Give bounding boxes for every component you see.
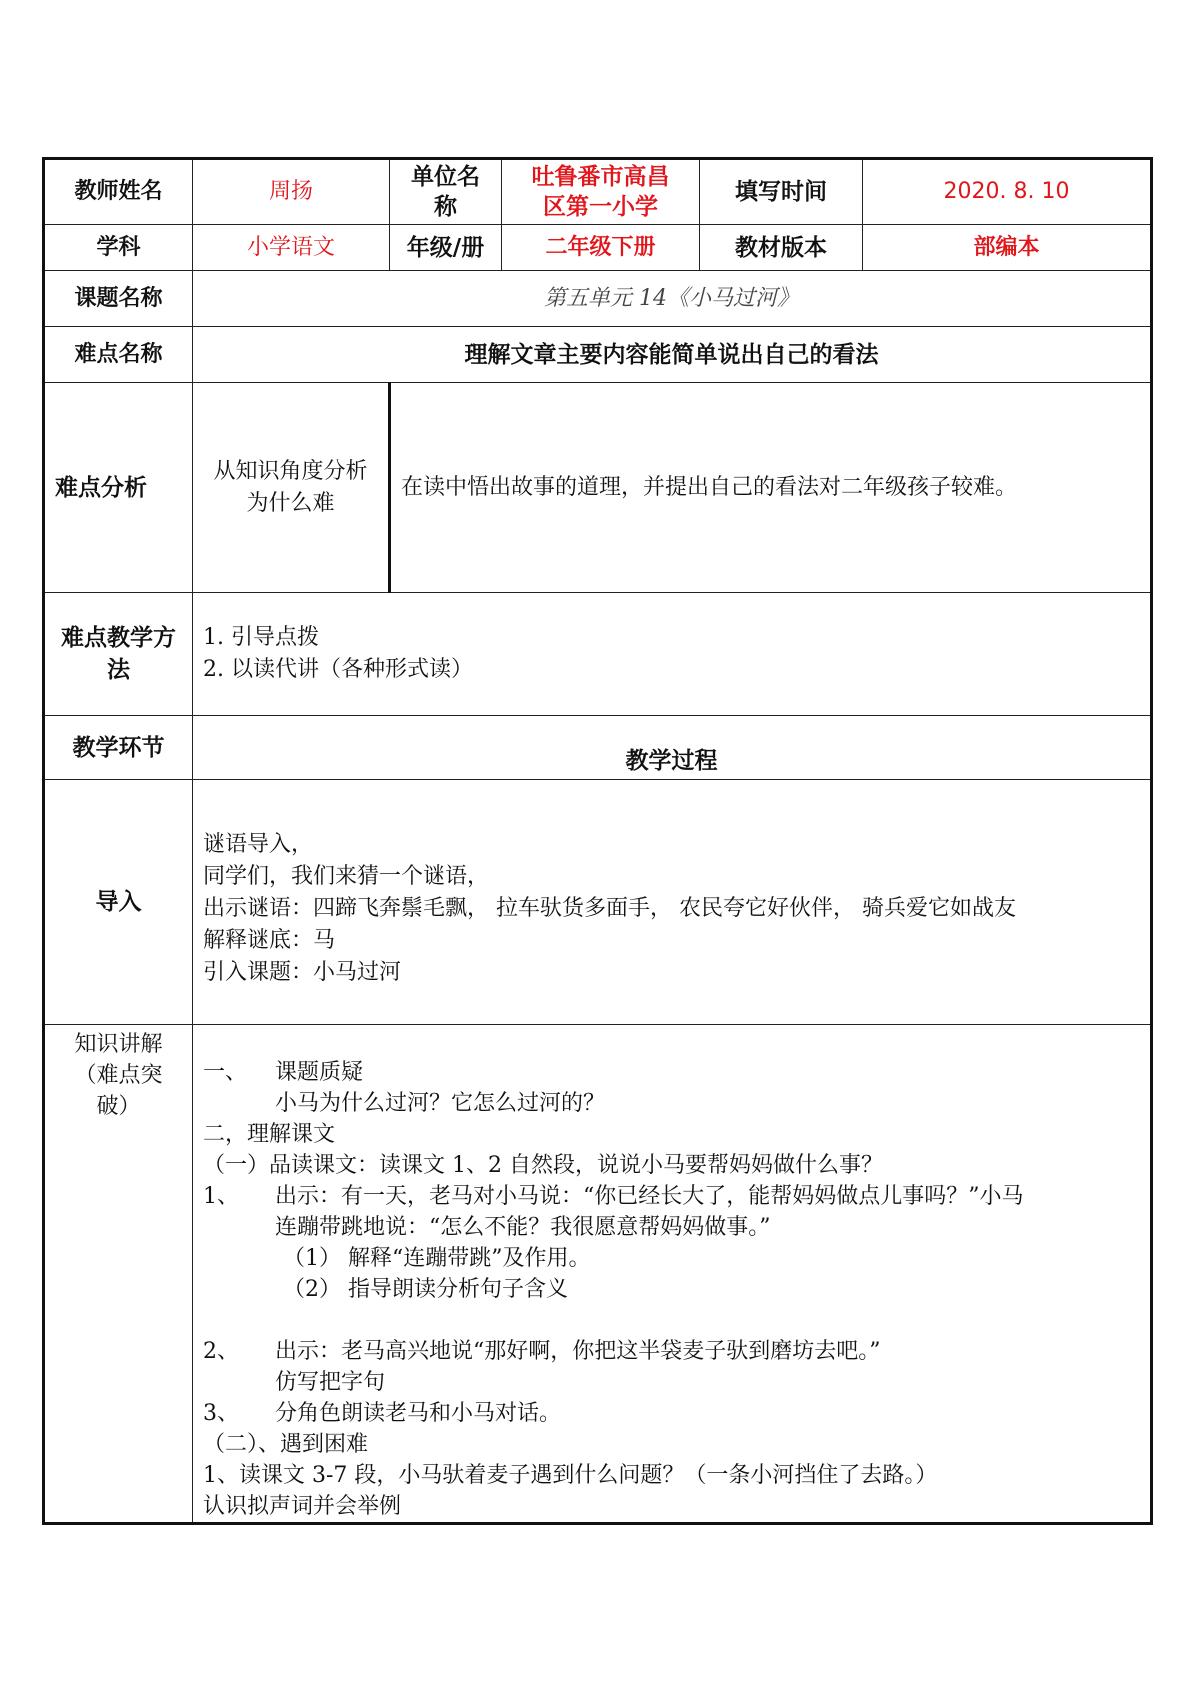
intro-line: 引入课题：小马过河 [203,960,402,985]
analysis-row [44,383,1152,593]
unit-label: 单位名称 [390,159,502,225]
knowledge-row [44,1025,1152,1524]
knowledge-line: 小马为什么过河？它怎么过河的？ [275,1091,606,1116]
analysis-content: 在读中悟出故事的道理，并提出自己的看法对二年级孩子较难。 [390,383,1152,593]
methods-label: 难点教学方法 [44,593,193,716]
intro-line: 同学们，我们来猜一个谜语， [203,864,490,889]
header-row-2 [44,225,1152,271]
intro-label: 导入 [44,780,193,1025]
list-number: 1、 [203,1184,239,1209]
analysis-sub-label: 从知识角度分析为什么难 [193,383,390,593]
unit-value: 吐鲁番市高昌区第一小学 [502,159,700,225]
knowledge-line: 连蹦带跳地说：“怎么不能？我很愿意帮妈妈做事。” [275,1215,771,1240]
grade-value: 二年级下册 [502,225,700,271]
subject-label: 学科 [44,225,193,271]
method-item: 1. 引导点拨 [203,625,319,650]
intro-line: 出示谜语：四蹄飞奔鬃毛飘， 拉车驮货多面手， 农民夸它好伙伴， 骑兵爱它如战友 [203,896,1016,921]
list-number: 2、 [203,1339,239,1364]
edition-value: 部编本 [863,225,1152,271]
knowledge-line: （2） 指导朗读分析句子含义 [283,1277,568,1302]
stage-label: 教学环节 [44,716,193,780]
intro-line: 解释谜底：马 [203,928,336,953]
knowledge-line: （二）、遇到困难 [203,1432,369,1457]
date-label: 填写时间 [700,159,863,225]
knowledge-line: 1、读课文 3-7 段，小马驮着麦子遇到什么问题？（一条小河挡住了去路。） [203,1463,938,1488]
difficulty-row [44,327,1152,383]
intro-content [193,780,1152,1025]
process-header-row [44,716,1152,780]
knowledge-line: 认识拟声词并会举例 [203,1494,402,1519]
methods-content [193,593,1152,716]
list-number: 3、 [203,1401,239,1426]
intro-row [44,780,1152,1025]
knowledge-line: （一）品读课文：读课文 1、2 自然段，说说小马要帮妈妈做什么事？ [203,1153,883,1178]
lesson-plan-table [42,157,1153,1525]
list-number: 一、 [203,1060,248,1085]
knowledge-line: 二，理解课文 [203,1122,336,1147]
date-value: 2020. 8. 10 [863,159,1152,225]
method-item: 2. 以读代讲（各种形式读） [203,657,473,682]
title-label: 课题名称 [44,271,193,327]
knowledge-content [193,1025,1152,1524]
knowledge-line: 3、 分角色朗读老马和小马对话。 [203,1398,1140,1429]
title-row [44,271,1152,327]
teacher-name-value: 周扬 [193,159,390,225]
process-label: 教学过程 [193,716,1152,780]
difficulty-label: 难点名称 [44,327,193,383]
intro-line: 谜语导入， [203,832,314,857]
knowledge-line: （1） 解释“连蹦带跳”及作用。 [283,1246,591,1271]
subject-value: 小学语文 [193,225,390,271]
lesson-title: 第五单元 14《小马过河》 [193,271,1152,327]
methods-row [44,593,1152,716]
knowledge-line: 1、 出示：有一天，老马对小马说：“你已经长大了，能帮妈妈做点儿事吗？”小马 [203,1181,1140,1212]
teacher-name-label: 教师姓名 [44,159,193,225]
difficulty-name: 理解文章主要内容能简单说出自己的看法 [193,327,1152,383]
analysis-label: 难点分析 [44,383,193,593]
knowledge-line: 2、 出示：老马高兴地说“那好啊，你把这半袋麦子驮到磨坊去吧。” [203,1336,1140,1367]
knowledge-line: 一、 课题质疑 [203,1057,1140,1088]
header-row-1 [44,159,1152,225]
grade-label: 年级/册 [390,225,502,271]
edition-label: 教材版本 [700,225,863,271]
blank-line [203,1305,1140,1336]
knowledge-label: 知识讲解（难点突破） [44,1025,193,1524]
knowledge-line: 仿写把字句 [275,1370,386,1395]
